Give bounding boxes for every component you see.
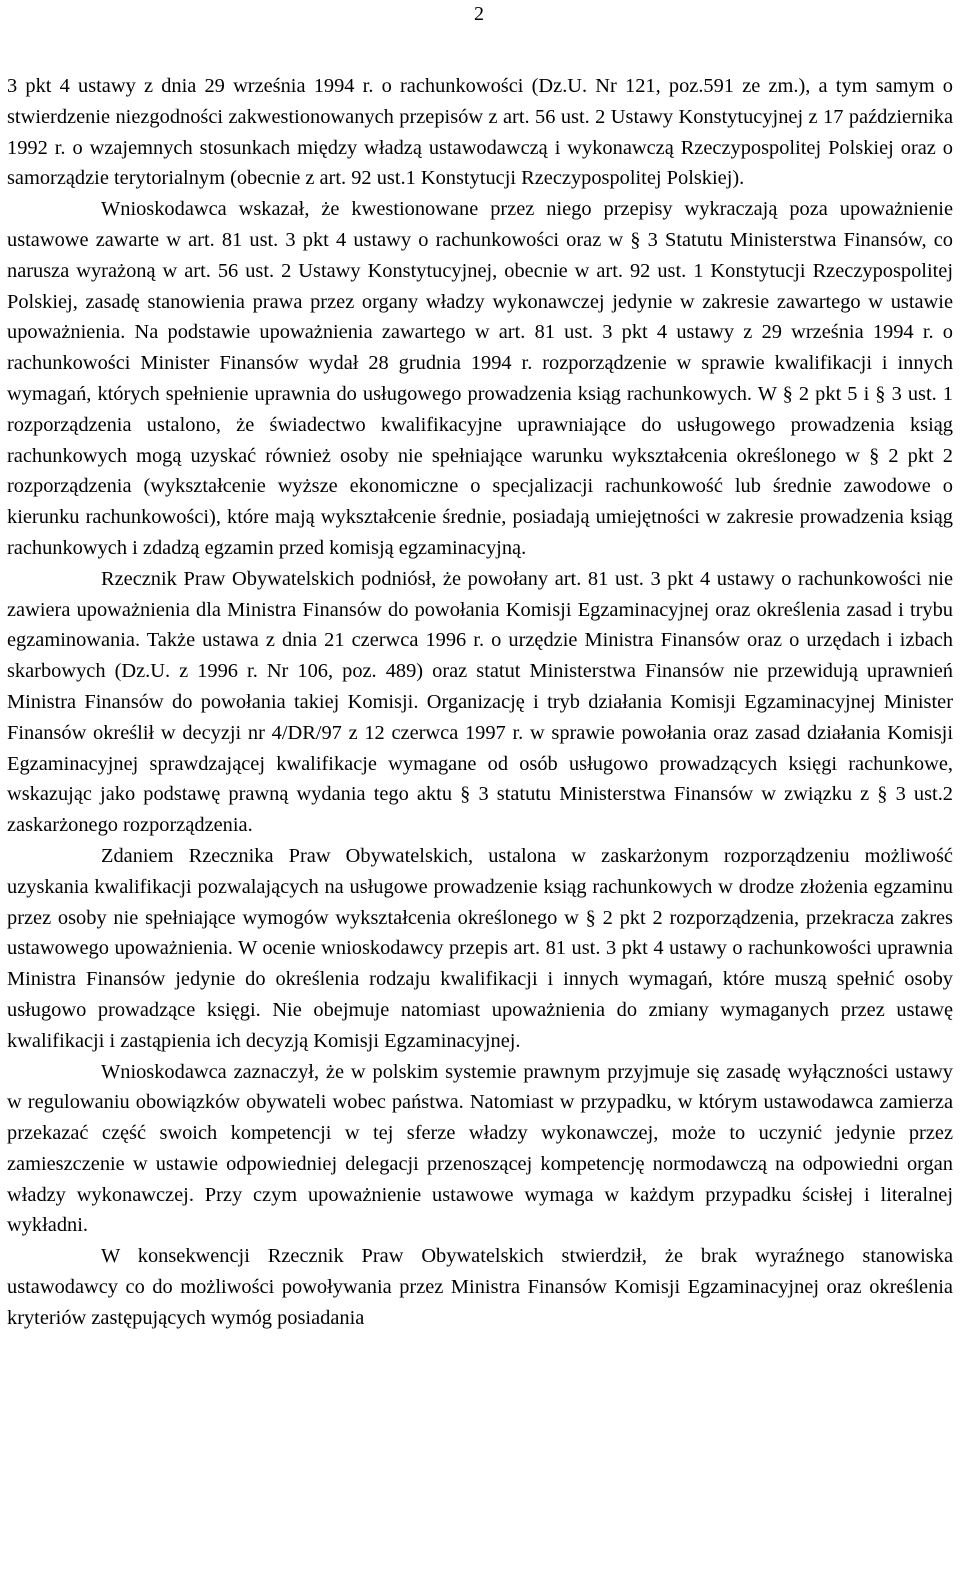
paragraph-ombudsman-argument: Rzecznik Praw Obywatelskich podniósł, że powołany art. 81 ust. 3 pkt 4 ustawy o rachunkowości nie zawiera upoważnienia dla Ministra Finansów do powołania Komisji Egzaminacyjnej oraz określenia zasad i trybu egzaminowania. Także ustawa z dnia 21 czerwca 1996 r. o urzędzie Ministra Finansów oraz o urzędach i izbach skarbowych (Dz.U. z 1996 r. Nr 106, poz. 489) oraz statut Ministerstwa Finansów nie przewidują uprawnień Ministra Finansów do powołania takiej Komisji. Organizację i tryb działania Komisji Egzaminacyjnej Minister Finansów określił w decyzji nr 4/DR/97 z 12 czerwca 1997 r. w sprawie powołania oraz zasad działania Komisji Egzaminacyjnej sprawdzającej kwalifikacje wymagane od osób usługowo prowadzących księgi rachunkowe, wskazując jako podstawę prawną wydania tego aktu § 3 statutu Ministerstwa Finansów w związku z § 3 ust.2 zaskarżonego rozporządzenia. — [7, 567, 953, 837]
paragraph-ombudsman-opinion: Zdaniem Rzecznika Praw Obywatelskich, ustalona w zaskarżonym rozporządzeniu możliwość uzyskania kwalifikacji pozwalających na usługowe prowadzenie ksiąg rachunkowych w drodze złożenia egzaminu przez osoby nie spełniające wymogów wykształcenia określonego w § 2 pkt 2 rozporządzenia, przekracza zakres ustawowego upoważnienia. W ocenie wnioskodawcy przepis art. 81 ust. 3 pkt 4 ustawy o rachunkowości uprawnia Ministra Finansów jedynie do określenia rodzaju kwalifikacji i innych wymagań, które muszą spełnić osoby usługowo prowadzące księgi. Nie obejmuje natomiast upoważnienia do zmiany wymaganych przez ustawę kwalifikacji i zastąpienia ich decyzją Komisji Egzaminacyjnej. — [7, 844, 953, 1052]
paragraph-continuation: 3 pkt 4 ustawy z dnia 29 września 1994 r. o rachunkowości (Dz.U. Nr 121, poz.591 ze zm.), a tym samym o stwierdzenie niezgodności zakwestionowanych przepisów z art. 56 ust. 2 Ustawy Konstytucyjnej z 17 października 1992 r. o wzajemnych stosunkach między władzą ustawodawczą i wykonawczą Rzeczypospolitej Polskiej oraz o samorządzie terytorialnym (obecnie z art. 92 ust.1 Konstytucji Rzeczypospolitej Polskiej). — [7, 75, 953, 190]
paragraph-applicant-claims: Wnioskodawca wskazał, że kwestionowane przez niego przepisy wykraczają poza upoważnienie ustawowe zawarte w art. 81 ust. 3 pkt 4 ustawy o rachunkowości oraz w § 3 Statutu Ministerstwa Finansów, co narusza wyrażoną w art. 56 ust. 2 Ustawy Konstytucyjnej, obecnie w art. 92 ust. 1 Konstytucji Rzeczypospolitej Polskiej, zasadę stanowienia prawa przez organy władzy wykonawczej jedynie w zakresie zawartego w ustawie upoważnienia. Na podstawie upoważnienia zawartego w art. 81 ust. 3 pkt 4 ustawy z 29 września 1994 r. o rachunkowości Minister Finansów wydał 28 grudnia 1994 r. rozporządzenie w sprawie kwalifikacji i innych wymagań, których spełnienie uprawnia do usługowego prowadzenia ksiąg rachunkowych. W § 2 pkt 5 i § 3 ust. 1 rozporządzenia ustalono, że świadectwo kwalifikacyjne uprawniające do usługowego prowadzenia ksiąg rachunkowych mogą uzyskać również osoby nie spełniające warunku wykształcenia określonego w § 2 pkt 2 rozporządzenia (wykształcenie wyższe ekonomiczne o specjalizacji rachunkowość lub średnie zawodowe o kierunku rachunkowości), które mają wykształcenie średnie, posiadają umiejętności w zakresie prowadzenia ksiąg rachunkowych i zdadzą egzamin przed komisją egzaminacyjną. — [7, 198, 953, 559]
page-number: 2 — [474, 3, 484, 25]
paragraph-conclusion: W konsekwencji Rzecznik Praw Obywatelskich stwierdził, że brak wyraźnego stanowiska ustawodawcy co do możliwości powoływania przez Ministra Finansów Komisji Egzaminacyjnej oraz określenia kryteriów zastępujących wymóg posiadania — [7, 1245, 953, 1329]
document-body — [7, 71, 953, 1334]
paragraph-statutory-exclusivity: Wnioskodawca zaznaczył, że w polskim systemie prawnym przyjmuje się zasadę wyłączności ustawy w regulowaniu obowiązków obywateli wobec państwa. Natomiast w przypadku, w którym ustawodawca zamierza przekazać część swoich kompetencji w tej sferze władzy wykonawczej, może to uczynić jedynie przez zamieszczenie w ustawie odpowiedniej delegacji przenoszącej kompetencję normodawczą na odpowiedni organ władzy wykonawczej. Przy czym upoważnienie ustawowe wymaga w każdym przypadku ścisłej i literalnej wykładni. — [7, 1060, 953, 1237]
